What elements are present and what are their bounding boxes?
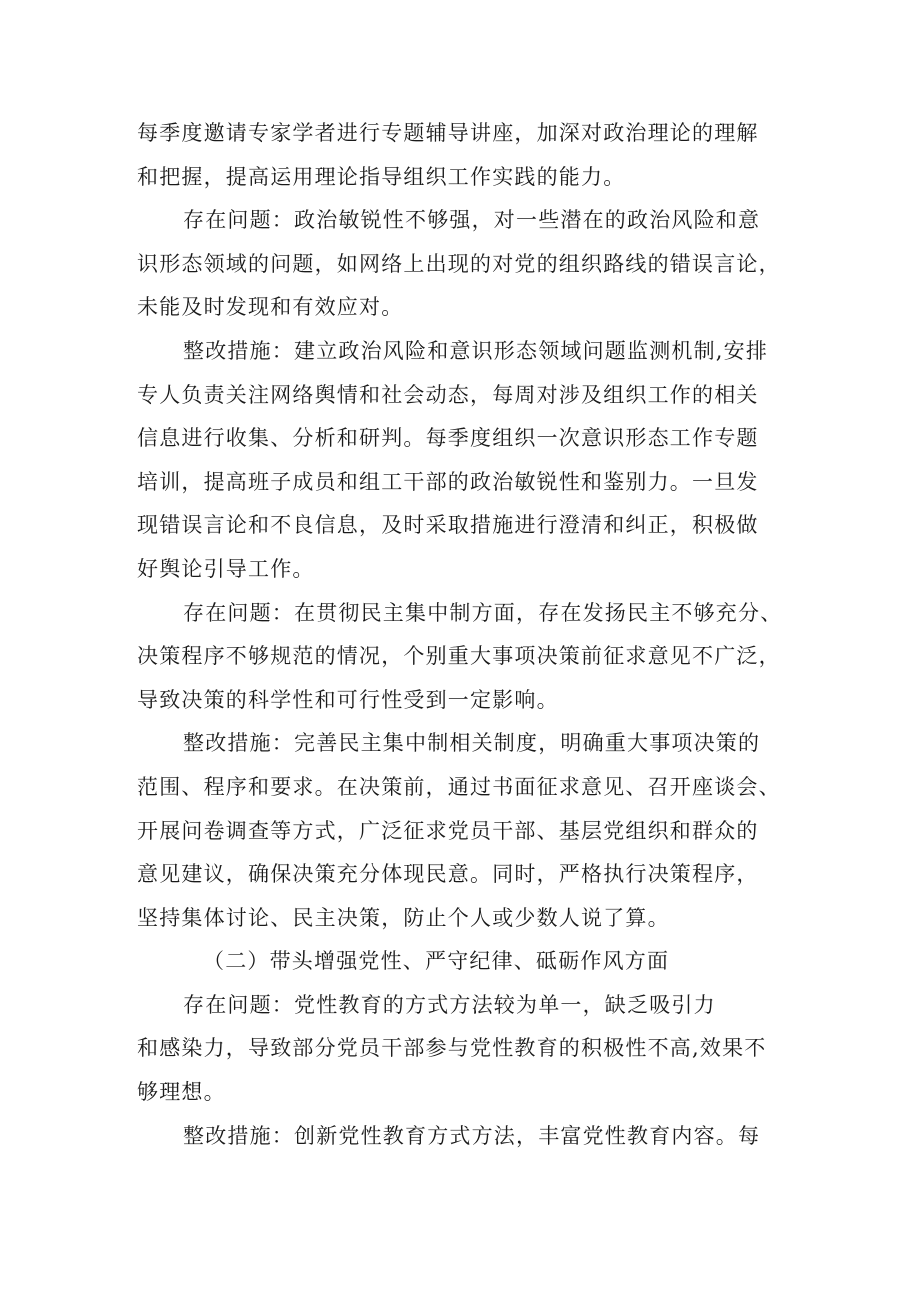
text-line: 和把握，提高运用理论指导组织工作实践的能力。 [137, 164, 626, 189]
text-line: 开展问卷调查等方式，广泛征求党员干部、基层党组织和群众的 [137, 818, 759, 843]
paragraph-p1 [137, 112, 797, 199]
text-line: 培训，提高班子成员和组工干部的政治敏锐性和鉴别力。一旦发 [137, 469, 759, 494]
paragraph-p3 [137, 330, 797, 592]
text-line: 信息进行收集、分析和研判。每季度组织一次意识形态工作专题 [137, 426, 759, 451]
section-heading: （二）带头增强党性、严守纪律、砥砺作风方面 [203, 949, 670, 974]
text-line: 好舆论引导工作。 [137, 556, 315, 581]
text-line: 整改措施：建立政治风险和意识形态领域问题监测机制,安排 [183, 338, 769, 363]
paragraph-p4 [137, 592, 797, 723]
text-line: 够理想。 [137, 1080, 226, 1105]
text-line: 每季度邀请专家学者进行专题辅导讲座，加深对政治理论的理解 [137, 121, 759, 145]
text-line: 整改措施：完善民主集中制相关制度，明确重大事项决策的 [183, 731, 761, 756]
text-line: 存在问题：在贯彻民主集中制方面，存在发扬民主不够充分、 [183, 600, 783, 625]
text-line: 存在问题：党性教育的方式方法较为单一，缺乏吸引力 [183, 992, 716, 1017]
paragraph-p7 [137, 1115, 797, 1159]
text-line: 识形态领域的问题，如网络上出现的对党的组织路线的错误言论， [137, 251, 781, 276]
text-line: 现错误言论和不良信息，及时采取措施进行澄清和纠正，积极做 [137, 513, 759, 538]
paragraph-p6 [137, 984, 797, 1115]
document-body [137, 112, 797, 1158]
text-line: 范围、程序和要求。在决策前，通过书面征求意见、召开座谈会、 [137, 774, 781, 799]
paragraph-p2 [137, 199, 797, 330]
text-line: 导致决策的科学性和可行性受到一定影响。 [137, 687, 559, 712]
paragraph-p5 [137, 722, 797, 940]
text-line: 坚持集体讨论、民主决策，防止个人或少数人说了算。 [137, 905, 670, 930]
text-line: 和感染力，导致部分党员干部参与党性教育的积极性不高,效果不 [137, 1036, 767, 1061]
text-line: 决策程序不够规范的情况，个别重大事项决策前征求意见不广泛， [137, 644, 781, 669]
text-line: 整改措施：创新党性教育方式方法，丰富党性教育内容。每 [183, 1123, 761, 1148]
text-line: 专人负责关注网络舆情和社会动态，每周对涉及组织工作的相关 [137, 382, 759, 407]
text-line: 意见建议，确保决策充分体现民意。同时，严格执行决策程序， [137, 862, 759, 887]
text-line: 存在问题：政治敏锐性不够强，对一些潜在的政治风险和意 [183, 208, 761, 233]
text-line: 未能及时发现和有效应对。 [137, 295, 404, 320]
